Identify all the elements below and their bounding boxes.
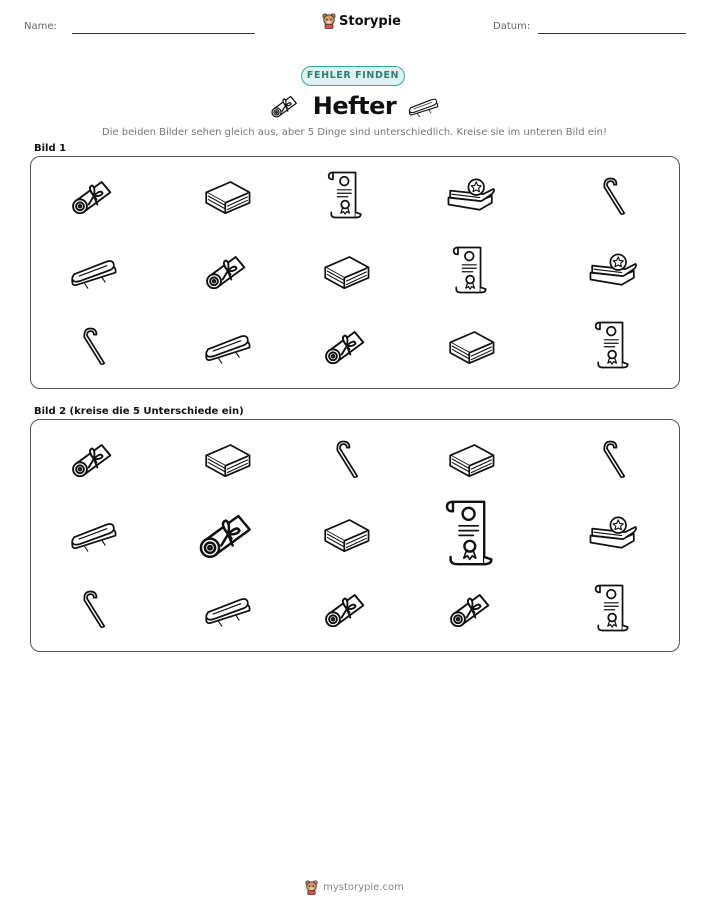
cane-icon[interactable] — [67, 586, 119, 630]
cane-icon[interactable] — [587, 173, 639, 217]
book-icon[interactable] — [320, 511, 372, 555]
scroll-icon[interactable] — [193, 498, 261, 568]
bear-icon — [305, 880, 318, 895]
scroll-icon[interactable] — [320, 323, 372, 367]
stapler-icon[interactable] — [67, 248, 119, 292]
date-label: Datum: — [493, 21, 531, 32]
stapler-icon[interactable] — [201, 586, 253, 630]
scroll-icon[interactable] — [67, 436, 119, 480]
scroll-icon[interactable] — [67, 173, 119, 217]
date-line[interactable] — [538, 33, 686, 34]
picture1-label: Bild 1 — [34, 143, 67, 154]
instructions: Die beiden Bilder sehen gleich aus, aber 5 Dinge sind unterschiedlich. Kreise sie im unteren Bild ein! — [102, 127, 607, 138]
certificate-icon[interactable] — [593, 319, 633, 371]
book-icon[interactable] — [445, 323, 497, 367]
category-badge: FEHLER FINDEN — [301, 66, 405, 86]
scroll-icon[interactable] — [320, 586, 372, 630]
stapler-badge-icon[interactable] — [445, 173, 497, 217]
footer-site: mystorypie.com — [323, 882, 404, 893]
stapler-icon[interactable] — [201, 323, 253, 367]
certificate-icon[interactable] — [593, 582, 633, 634]
picture2-panel[interactable] — [30, 419, 680, 652]
book-icon[interactable] — [320, 248, 372, 292]
name-line[interactable] — [72, 33, 255, 34]
book-icon[interactable] — [201, 436, 253, 480]
brand-name: Storypie — [339, 13, 401, 29]
page-title: Hefter — [312, 92, 397, 120]
certificate-icon[interactable] — [443, 497, 499, 569]
cane-icon[interactable] — [67, 323, 119, 367]
stapler-icon[interactable] — [67, 511, 119, 555]
stapler-badge-icon[interactable] — [587, 511, 639, 555]
certificate-icon[interactable] — [326, 169, 366, 221]
picture1-panel[interactable] — [30, 156, 680, 389]
footer — [0, 880, 709, 895]
stapler-badge-icon[interactable] — [587, 248, 639, 292]
book-icon[interactable] — [201, 173, 253, 217]
certificate-icon[interactable] — [451, 244, 491, 296]
brand-logo — [322, 13, 401, 29]
cane-icon[interactable] — [587, 436, 639, 480]
scroll-icon[interactable] — [445, 586, 497, 630]
scroll-icon[interactable] — [201, 248, 253, 292]
book-icon[interactable] — [445, 436, 497, 480]
cane-icon[interactable] — [320, 436, 372, 480]
bear-icon — [322, 13, 336, 29]
picture2-label: Bild 2 (kreise die 5 Unterschiede ein) — [34, 406, 244, 417]
name-label: Name: — [24, 21, 57, 32]
stapler-icon — [406, 92, 440, 118]
